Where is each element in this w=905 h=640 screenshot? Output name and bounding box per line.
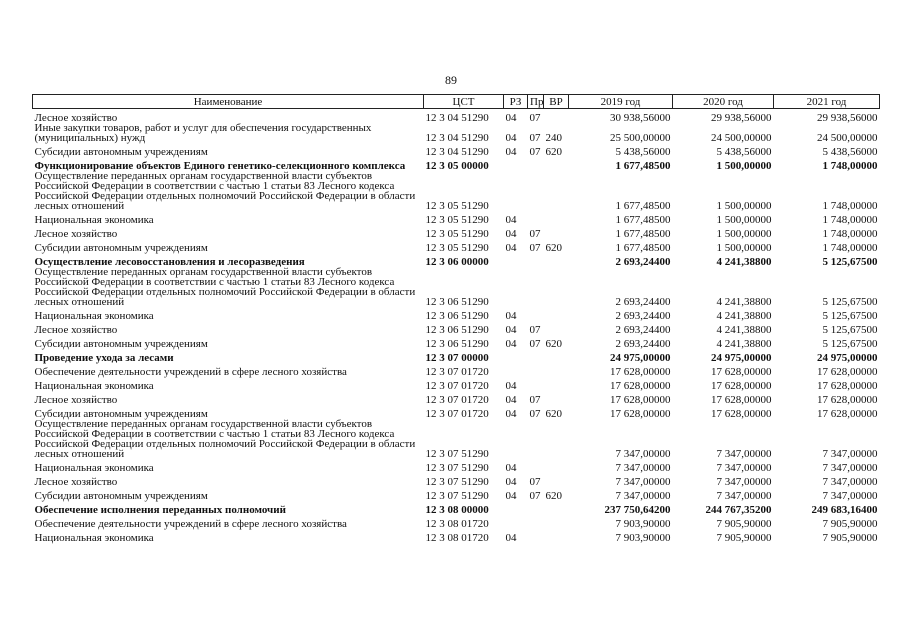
row-name: Национальная экономика bbox=[34, 380, 154, 392]
row-2020-value: 244 767,35200 bbox=[705, 504, 772, 516]
row-2021-value: 1 748,00000 bbox=[822, 160, 878, 172]
row-2020-value: 4 241,38800 bbox=[716, 310, 772, 322]
row-pr: 07 bbox=[529, 394, 541, 406]
table-row bbox=[33, 473, 880, 487]
row-vr: 240 bbox=[545, 132, 562, 144]
row-cst: 12 3 07 51290 bbox=[425, 462, 489, 474]
row-name: Обеспечение деятельности учреждений в сфере лесного хозяйства bbox=[34, 518, 347, 530]
row-name: Лесное хозяйство bbox=[34, 394, 118, 406]
row-rz bbox=[504, 501, 528, 515]
row-2021-value: 24 500,00000 bbox=[817, 132, 878, 144]
row-name: Лесное хозяйство bbox=[34, 228, 118, 240]
table-row bbox=[33, 225, 880, 239]
row-pr bbox=[528, 253, 544, 267]
table-row bbox=[33, 349, 880, 363]
table-row bbox=[33, 211, 880, 225]
row-pr bbox=[528, 515, 544, 529]
row-name: Обеспечение деятельности учреждений в сфере лесного хозяйства bbox=[34, 366, 347, 378]
row-rz: 04 bbox=[505, 228, 517, 240]
row-pr bbox=[528, 157, 544, 171]
row-rz: 04 bbox=[505, 242, 517, 254]
row-cst: 12 3 07 01720 bbox=[425, 380, 489, 392]
header-vr: ВР bbox=[544, 95, 569, 109]
table-row bbox=[33, 171, 880, 211]
row-2019-value: 17 628,00000 bbox=[610, 366, 671, 378]
row-rz bbox=[504, 253, 528, 267]
table-row bbox=[33, 307, 880, 321]
row-2021-value: 7 347,00000 bbox=[822, 490, 878, 502]
row-cst: 12 3 04 51290 bbox=[425, 112, 489, 124]
header-2020: 2020 год bbox=[673, 95, 774, 109]
row-2021-value: 5 125,67500 bbox=[822, 296, 878, 308]
row-2020-value: 4 241,38800 bbox=[716, 324, 772, 336]
row-2020-value: 24 975,00000 bbox=[711, 352, 772, 364]
row-2021-value: 5 125,67500 bbox=[822, 256, 878, 268]
row-pr bbox=[528, 307, 544, 321]
row-vr: 620 bbox=[545, 408, 562, 420]
row-rz bbox=[504, 363, 528, 377]
row-2020-value: 1 500,00000 bbox=[716, 214, 772, 226]
table-row bbox=[33, 487, 880, 501]
row-2019-value: 2 693,24400 bbox=[615, 296, 671, 308]
table-row bbox=[33, 363, 880, 377]
row-pr bbox=[528, 377, 544, 391]
row-2021-value: 5 125,67500 bbox=[822, 324, 878, 336]
row-vr bbox=[544, 459, 569, 473]
table-row bbox=[33, 391, 880, 405]
table-body bbox=[33, 109, 880, 544]
row-cst: 12 3 05 51290 bbox=[425, 228, 489, 240]
table-row bbox=[33, 123, 880, 143]
header-2019: 2019 год bbox=[569, 95, 673, 109]
row-pr bbox=[528, 419, 544, 459]
row-2019-value: 7 347,00000 bbox=[615, 476, 671, 488]
row-2020-value: 7 347,00000 bbox=[716, 476, 772, 488]
row-vr bbox=[544, 109, 569, 124]
row-rz: 04 bbox=[505, 338, 517, 350]
table-row bbox=[33, 109, 880, 124]
row-vr bbox=[544, 157, 569, 171]
row-2019-value: 7 347,00000 bbox=[615, 462, 671, 474]
header-rz: РЗ bbox=[504, 95, 528, 109]
row-pr: 07 bbox=[529, 490, 541, 502]
row-rz: 04 bbox=[505, 532, 517, 544]
row-2021-value: 17 628,00000 bbox=[817, 366, 878, 378]
row-name: Субсидии автономным учреждениям bbox=[34, 146, 208, 158]
row-vr bbox=[544, 377, 569, 391]
row-2019-value: 1 677,48500 bbox=[615, 214, 671, 226]
row-vr bbox=[544, 253, 569, 267]
row-2019-value: 17 628,00000 bbox=[610, 394, 671, 406]
table-row bbox=[33, 459, 880, 473]
row-2021-value: 1 748,00000 bbox=[822, 200, 878, 212]
header-2021: 2021 год bbox=[774, 95, 880, 109]
row-pr bbox=[528, 211, 544, 225]
row-name: Функционирование объектов Единого генетико-селекционного комплекса bbox=[34, 160, 406, 172]
row-cst: 12 3 06 51290 bbox=[425, 324, 489, 336]
row-vr: 620 bbox=[545, 338, 562, 350]
row-2021-value: 7 347,00000 bbox=[822, 476, 878, 488]
row-2021-value: 249 683,16400 bbox=[811, 504, 878, 516]
row-pr: 07 bbox=[529, 242, 541, 254]
row-2020-value: 17 628,00000 bbox=[711, 394, 772, 406]
row-name: Субсидии автономным учреждениям bbox=[34, 490, 208, 502]
row-2020-value: 17 628,00000 bbox=[711, 408, 772, 420]
row-2021-value: 5 438,56000 bbox=[822, 146, 878, 158]
row-cst: 12 3 08 01720 bbox=[425, 532, 489, 544]
row-2020-value: 1 500,00000 bbox=[716, 228, 772, 240]
row-vr: 620 bbox=[545, 146, 562, 158]
row-cst: 12 3 04 51290 bbox=[425, 132, 489, 144]
row-2020-value: 4 241,38800 bbox=[716, 296, 772, 308]
row-2019-value: 5 438,56000 bbox=[615, 146, 671, 158]
row-name: Национальная экономика bbox=[34, 462, 154, 474]
row-vr bbox=[544, 225, 569, 239]
row-vr bbox=[544, 363, 569, 377]
row-pr: 07 bbox=[529, 408, 541, 420]
row-2021-value: 29 938,56000 bbox=[817, 112, 878, 124]
row-pr bbox=[528, 363, 544, 377]
row-2021-value: 5 125,67500 bbox=[822, 310, 878, 322]
header-name: Наименование bbox=[33, 95, 424, 109]
row-pr bbox=[528, 501, 544, 515]
table-row bbox=[33, 157, 880, 171]
row-2019-value: 24 975,00000 bbox=[610, 352, 671, 364]
row-rz: 04 bbox=[505, 132, 517, 144]
row-cst: 12 3 05 51290 bbox=[425, 214, 489, 226]
row-2020-value: 4 241,38800 bbox=[716, 256, 772, 268]
row-vr bbox=[544, 307, 569, 321]
row-rz: 04 bbox=[505, 490, 517, 502]
row-pr: 07 bbox=[529, 146, 541, 158]
row-rz: 04 bbox=[505, 146, 517, 158]
row-2021-value: 7 905,90000 bbox=[822, 532, 878, 544]
row-2020-value: 1 500,00000 bbox=[716, 200, 772, 212]
row-rz: 04 bbox=[505, 408, 517, 420]
header-pr: Пр bbox=[528, 95, 544, 109]
row-2019-value: 1 677,48500 bbox=[615, 160, 671, 172]
row-pr: 07 bbox=[529, 228, 541, 240]
row-name: Субсидии автономным учреждениям bbox=[34, 338, 208, 350]
row-pr: 07 bbox=[529, 132, 541, 144]
row-name: Осуществление переданных органам государственной власти субъектов Российской Федерации в соответствии с частью 1 статьи 83 Лесного кодекса Российской Федерации отдельных полномочий Российской Федерации в области лесных отношений bbox=[34, 170, 416, 212]
row-cst: 12 3 06 51290 bbox=[425, 310, 489, 322]
row-name: Субсидии автономным учреждениям bbox=[34, 408, 208, 420]
row-rz: 04 bbox=[505, 324, 517, 336]
row-2020-value: 1 500,00000 bbox=[716, 242, 772, 254]
row-2020-value: 7 347,00000 bbox=[716, 462, 772, 474]
table-row bbox=[33, 143, 880, 157]
row-2020-value: 1 500,00000 bbox=[716, 160, 772, 172]
row-2019-value: 2 693,24400 bbox=[615, 256, 671, 268]
row-rz: 04 bbox=[505, 462, 517, 474]
table-row bbox=[33, 405, 880, 419]
row-2019-value: 1 677,48500 bbox=[615, 228, 671, 240]
row-2021-value: 1 748,00000 bbox=[822, 242, 878, 254]
row-name: Осуществление переданных органам государственной власти субъектов Российской Федерации в соответствии с частью 1 статьи 83 Лесного кодекса Российской Федерации отдельных полномочий Российской Федерации в области лесных отношений bbox=[34, 418, 416, 460]
row-2019-value: 2 693,24400 bbox=[615, 324, 671, 336]
row-cst: 12 3 04 51290 bbox=[425, 146, 489, 158]
row-rz bbox=[504, 267, 528, 307]
row-2019-value: 2 693,24400 bbox=[615, 338, 671, 350]
row-2019-value: 1 677,48500 bbox=[615, 242, 671, 254]
row-cst: 12 3 05 51290 bbox=[425, 200, 489, 212]
row-name: Лесное хозяйство bbox=[34, 476, 118, 488]
row-cst: 12 3 06 51290 bbox=[425, 296, 489, 308]
row-cst: 12 3 08 01720 bbox=[425, 518, 489, 530]
row-2020-value: 17 628,00000 bbox=[711, 380, 772, 392]
row-name: Осуществление лесовосстановления и лесоразведения bbox=[34, 256, 305, 268]
header-row bbox=[33, 95, 880, 109]
row-2021-value: 17 628,00000 bbox=[817, 380, 878, 392]
row-vr: 620 bbox=[545, 242, 562, 254]
budget-table bbox=[32, 94, 880, 543]
row-rz: 04 bbox=[505, 214, 517, 226]
row-cst: 12 3 06 00000 bbox=[425, 256, 489, 268]
row-vr bbox=[544, 267, 569, 307]
row-pr bbox=[528, 529, 544, 543]
table-header bbox=[33, 95, 880, 109]
row-2019-value: 30 938,56000 bbox=[610, 112, 671, 124]
row-cst: 12 3 07 01720 bbox=[425, 408, 489, 420]
row-vr bbox=[544, 211, 569, 225]
row-2020-value: 7 347,00000 bbox=[716, 448, 772, 460]
row-name: Обеспечение исполнения переданных полномочий bbox=[34, 504, 286, 516]
row-2019-value: 1 677,48500 bbox=[615, 200, 671, 212]
row-2021-value: 7 347,00000 bbox=[822, 448, 878, 460]
row-name: Национальная экономика bbox=[34, 310, 154, 322]
row-cst: 12 3 07 01720 bbox=[425, 394, 489, 406]
row-2019-value: 7 347,00000 bbox=[615, 490, 671, 502]
row-cst: 12 3 07 51290 bbox=[425, 490, 489, 502]
row-2020-value: 7 347,00000 bbox=[716, 490, 772, 502]
row-name: Проведение ухода за лесами bbox=[34, 352, 174, 364]
row-vr bbox=[544, 321, 569, 335]
row-name: Национальная экономика bbox=[34, 214, 154, 226]
row-2021-value: 1 748,00000 bbox=[822, 214, 878, 226]
row-2020-value: 7 905,90000 bbox=[716, 532, 772, 544]
table-row bbox=[33, 335, 880, 349]
row-vr: 620 bbox=[545, 490, 562, 502]
row-vr bbox=[544, 473, 569, 487]
table-row bbox=[33, 515, 880, 529]
row-2019-value: 237 750,64200 bbox=[604, 504, 671, 516]
header-cst: ЦСТ bbox=[424, 95, 504, 109]
row-vr bbox=[544, 349, 569, 363]
row-pr bbox=[528, 349, 544, 363]
row-rz: 04 bbox=[505, 380, 517, 392]
row-vr bbox=[544, 171, 569, 211]
table-row bbox=[33, 501, 880, 515]
row-2019-value: 7 347,00000 bbox=[615, 448, 671, 460]
row-2019-value: 25 500,00000 bbox=[610, 132, 671, 144]
row-2020-value: 17 628,00000 bbox=[711, 366, 772, 378]
row-name: Лесное хозяйство bbox=[34, 112, 118, 124]
row-cst: 12 3 07 00000 bbox=[425, 352, 489, 364]
row-vr bbox=[544, 391, 569, 405]
row-rz: 04 bbox=[505, 112, 517, 124]
row-rz bbox=[504, 419, 528, 459]
row-rz bbox=[504, 515, 528, 529]
row-vr bbox=[544, 529, 569, 543]
row-vr bbox=[544, 515, 569, 529]
table-row bbox=[33, 419, 880, 459]
row-rz: 04 bbox=[505, 394, 517, 406]
row-2020-value: 7 905,90000 bbox=[716, 518, 772, 530]
row-cst: 12 3 05 51290 bbox=[425, 242, 489, 254]
row-pr bbox=[528, 459, 544, 473]
row-2021-value: 17 628,00000 bbox=[817, 408, 878, 420]
row-2020-value: 4 241,38800 bbox=[716, 338, 772, 350]
row-rz bbox=[504, 349, 528, 363]
table-row bbox=[33, 529, 880, 543]
row-cst: 12 3 07 51290 bbox=[425, 476, 489, 488]
row-2021-value: 1 748,00000 bbox=[822, 228, 878, 240]
row-pr: 07 bbox=[529, 338, 541, 350]
row-rz bbox=[504, 157, 528, 171]
row-cst: 12 3 05 00000 bbox=[425, 160, 489, 172]
row-2020-value: 29 938,56000 bbox=[711, 112, 772, 124]
row-rz: 04 bbox=[505, 476, 517, 488]
row-cst: 12 3 06 51290 bbox=[425, 338, 489, 350]
row-name: Лесное хозяйство bbox=[34, 324, 118, 336]
row-vr bbox=[544, 501, 569, 515]
row-pr: 07 bbox=[529, 476, 541, 488]
row-2021-value: 24 975,00000 bbox=[817, 352, 878, 364]
row-2021-value: 17 628,00000 bbox=[817, 394, 878, 406]
row-rz bbox=[504, 171, 528, 211]
row-2019-value: 17 628,00000 bbox=[610, 408, 671, 420]
row-2019-value: 17 628,00000 bbox=[610, 380, 671, 392]
row-name: Субсидии автономным учреждениям bbox=[34, 242, 208, 254]
table-row bbox=[33, 239, 880, 253]
row-pr: 07 bbox=[529, 324, 541, 336]
row-cst: 12 3 07 01720 bbox=[425, 366, 489, 378]
page-number: 89 bbox=[445, 73, 457, 87]
row-pr: 07 bbox=[529, 112, 541, 124]
row-2020-value: 24 500,00000 bbox=[711, 132, 772, 144]
row-2019-value: 7 903,90000 bbox=[615, 518, 671, 530]
row-2021-value: 5 125,67500 bbox=[822, 338, 878, 350]
row-rz: 04 bbox=[505, 310, 517, 322]
row-pr bbox=[528, 171, 544, 211]
table-row bbox=[33, 253, 880, 267]
row-cst: 12 3 08 00000 bbox=[425, 504, 489, 516]
row-name: Осуществление переданных органам государственной власти субъектов Российской Федерации в соответствии с частью 1 статьи 83 Лесного кодекса Российской Федерации отдельных полномочий Российской Федерации в области лесных отношений bbox=[34, 266, 416, 308]
row-cst: 12 3 07 51290 bbox=[425, 448, 489, 460]
table-row bbox=[33, 321, 880, 335]
table-row bbox=[33, 377, 880, 391]
table-row bbox=[33, 267, 880, 307]
row-name: Национальная экономика bbox=[34, 532, 154, 544]
row-pr bbox=[528, 267, 544, 307]
row-2021-value: 7 347,00000 bbox=[822, 462, 878, 474]
row-name: Иные закупки товаров, работ и услуг для обеспечения государственных (муниципальных) нужд bbox=[34, 122, 372, 144]
row-vr bbox=[544, 419, 569, 459]
row-2019-value: 2 693,24400 bbox=[615, 310, 671, 322]
row-2019-value: 7 903,90000 bbox=[615, 532, 671, 544]
row-2020-value: 5 438,56000 bbox=[716, 146, 772, 158]
row-2021-value: 7 905,90000 bbox=[822, 518, 878, 530]
